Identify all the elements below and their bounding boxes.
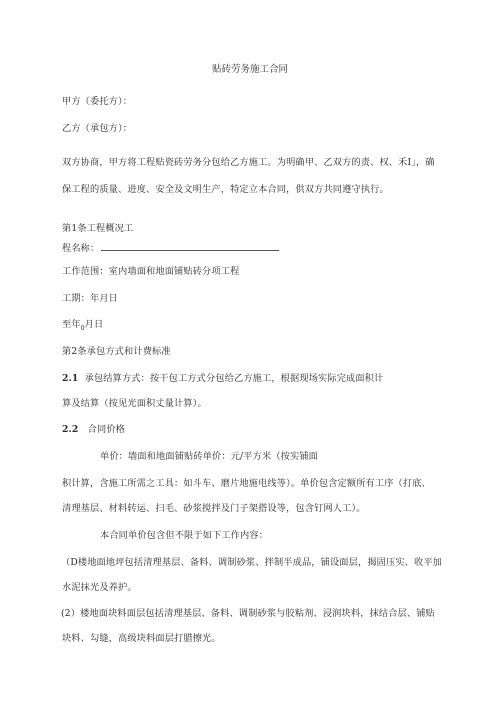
- work-period: 工期：年月日: [62, 293, 119, 304]
- party-a-label: 甲方（委托方）：: [62, 96, 133, 107]
- item-1-line-1: （D楼地面地坪包括清理基层、备料、调制砂浆、拌制半成品，铺设面层，揭固压实、收平加: [61, 557, 443, 568]
- party-b-label: 乙方（承包方）：: [62, 123, 133, 134]
- clause-2-2-number: 2.2: [62, 424, 79, 435]
- item-2-line-2: 块料、勾缝，高级块料面层打腊擦光。: [62, 633, 221, 644]
- price-line-3: 清理基层、材料转运、扫毛、砂浆搅拌及门子架搭设等，包含钉网人工）。: [62, 503, 366, 514]
- clause-2-1-text-1: 承包结算方式：按干包工方式分包给乙方施工，根据现场实际完成面积计: [84, 373, 384, 384]
- work-period-until: [62, 319, 103, 335]
- document-title: 贴砖劳务施工合同: [211, 64, 288, 75]
- project-name-row: [62, 241, 279, 255]
- project-name-blank: [101, 241, 279, 251]
- clause-2-2-title: 合同价格: [87, 424, 126, 435]
- work-scope: 工作范围：室内墙面和地面铺贴砖分项工程: [62, 266, 240, 277]
- project-name-label: 程名称：: [62, 243, 100, 254]
- intro-line-2: 保工程的质量、进度、安全及文明生产，特定立本合同，供双方共同遵守执行。: [62, 184, 389, 195]
- item-2-line-1: (2）楼地面块料面层包括清理基层、备料、调制砂浆与胶粘剂、浸润块料，抹结合层、铺贴: [61, 608, 435, 619]
- until-suffix: 月日: [84, 319, 104, 330]
- until-prefix: 至年: [62, 319, 81, 330]
- price-line-1: 单价：墙面和地面铺贴砖单价：元/平方米（按实铺面: [100, 451, 319, 462]
- article-2-heading: 第2条承包方式和计费标准: [62, 346, 171, 357]
- until-sub: 0: [80, 324, 85, 332]
- clause-2-1-line-1: [62, 373, 383, 385]
- clause-2-1-line-2: 算及结算（按见光面积丈量计算）。: [62, 398, 207, 409]
- article-1-heading: 第1条工程概况工: [62, 223, 134, 234]
- includes-heading: 本合同单价包含但不限于如下工作内容：: [100, 530, 269, 541]
- price-line-2: 积计算，含施工所需之工具：如斗车、磨片地施电线等）。单价包含定额所有工序（打底、: [62, 478, 431, 489]
- clause-2-1-number: 2.1: [62, 373, 79, 384]
- intro-line-1: 双方协商，甲方将工程贴瓷砖劳务分包给乙方施工。为明确甲、乙双方的责、权、禾I」，确: [62, 157, 435, 168]
- item-1-line-2: 水泥抹光及养护。: [62, 582, 137, 593]
- clause-2-2-heading: [62, 424, 125, 436]
